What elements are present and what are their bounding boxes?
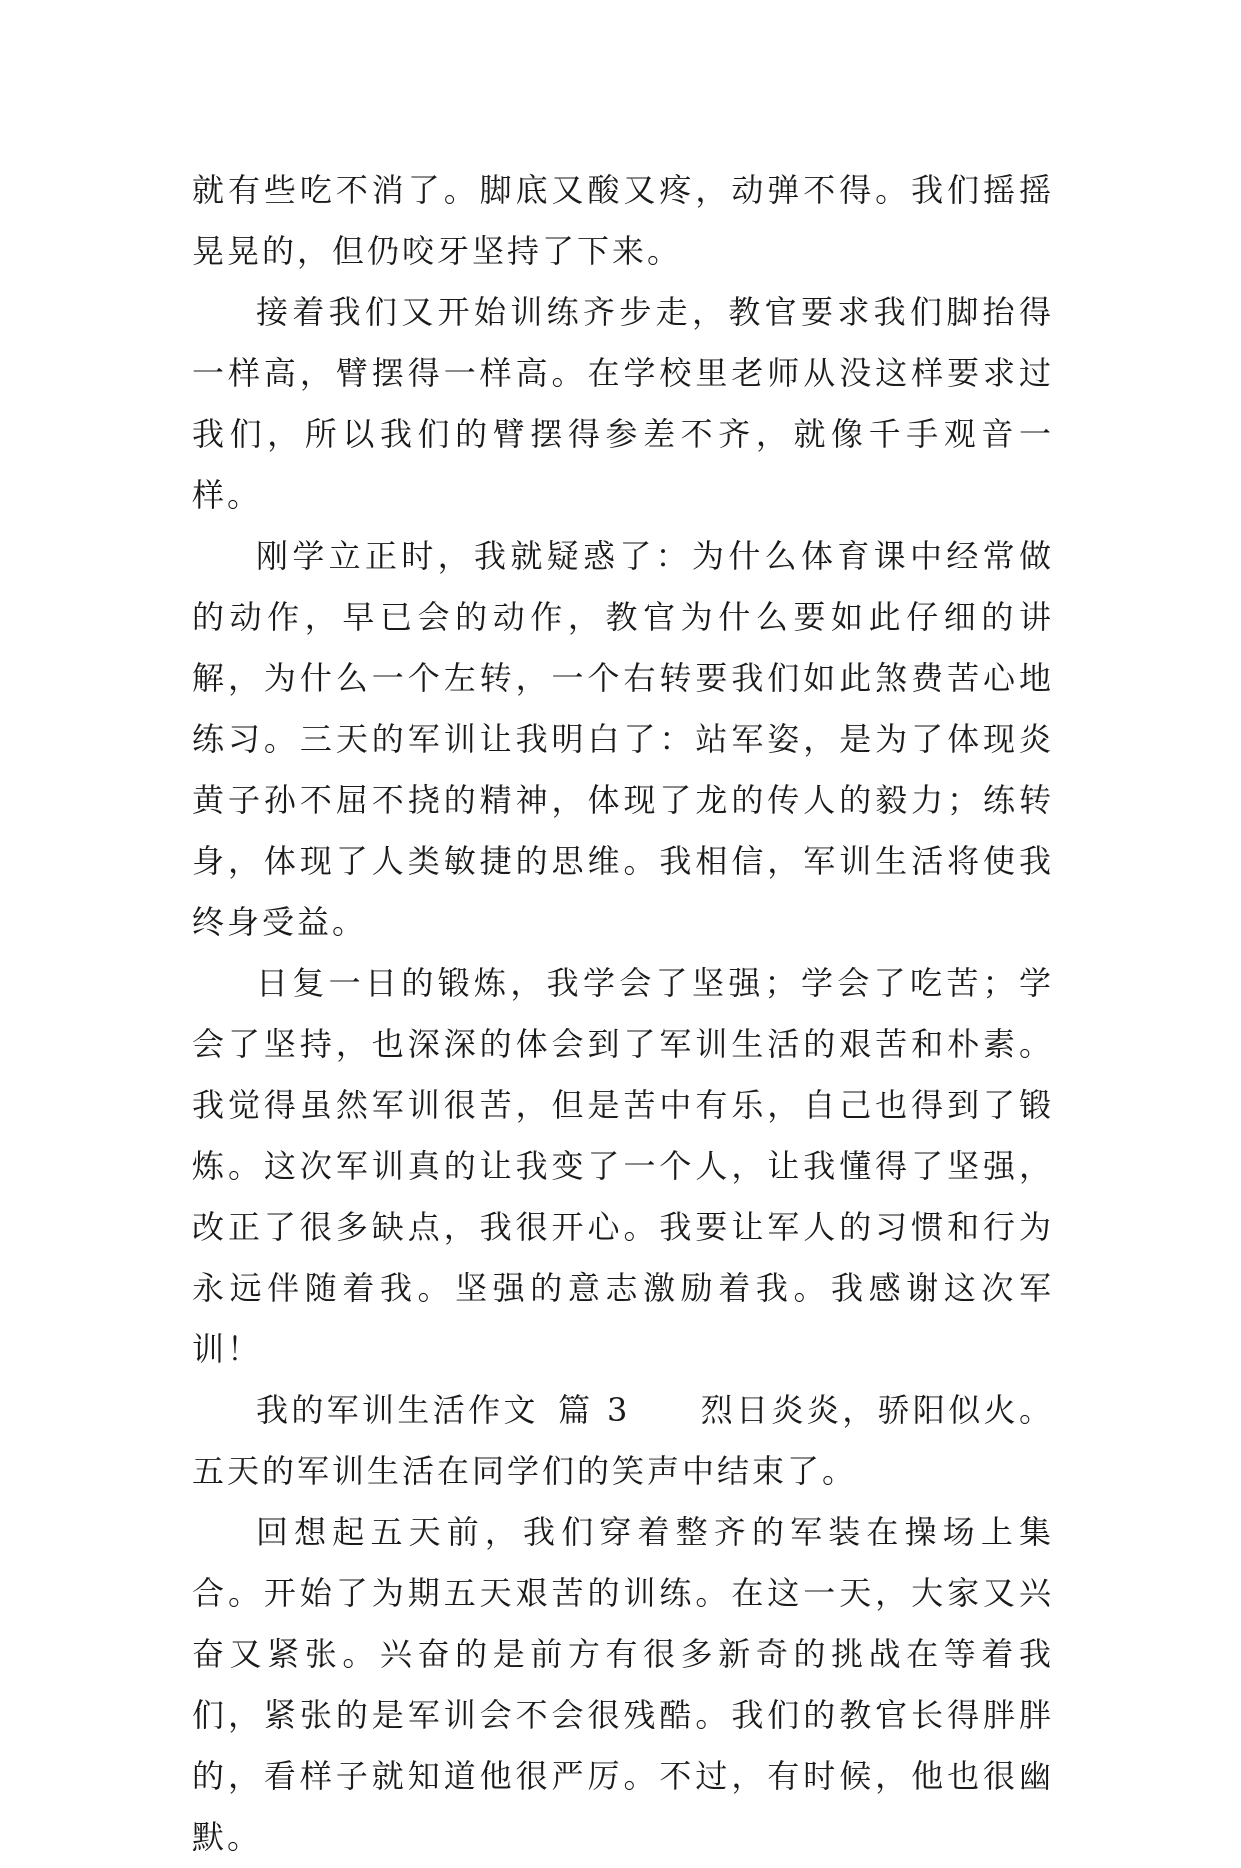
paragraph-2: 接着我们又开始训练齐步走，教官要求我们脚抬得一样高，臂摆得一样高。在学校里老师从没这样要求过我们，所以我们的臂摆得参差不齐，就像千手观音一样。 xyxy=(192,293,1054,514)
section-heading-paragraph xyxy=(192,1380,1054,1502)
document-body xyxy=(192,160,1054,1868)
paragraph-3: 刚学立正时，我就疑惑了：为什么体育课中经常做的动作，早已会的动作，教官为什么要如此仔细的讲解，为什么一个左转，一个右转要我们如此煞费苦心地练习。三天的军训让我明白了：站军姿，是为了体现炎黄子孙不屈不挠的精神，体现了龙的传人的毅力；练转身，体现了人类敏捷的思维。我相信，军训生活将使我终身受益。 xyxy=(192,537,1054,941)
section-number: 篇 3 xyxy=(557,1391,631,1429)
paragraph-1: 就有些吃不消了。脚底又酸又疼，动弹不得。我们摇摇晃晃的，但仍咬牙坚持了下来。 xyxy=(192,171,1054,270)
paragraph-4: 日复一日的锻炼，我学会了坚强；学会了吃苦；学会了坚持，也深深的体会到了军训生活的艰苦和朴素。我觉得虽然军训很苦，但是苦中有乐，自己也得到了锻炼。这次军训真的让我变了一个人，让我懂得了坚强，改正了很多缺点，我很开心。我要让军人的习惯和行为永远伴随着我。坚强的意志激励着我。我感谢这次军训！ xyxy=(192,964,1054,1368)
section-opening-text: 烈日炎炎，骄阳似火。五天的军训生活在同学们的笑声中结束了。 xyxy=(192,1391,1054,1490)
section-title: 我的军训生活作文 xyxy=(256,1391,539,1429)
paragraph-5: 回想起五天前，我们穿着整齐的军装在操场上集合。开始了为期五天艰苦的训练。在这一天，大家又兴奋又紧张。兴奋的是前方有很多新奇的挑战在等着我们，紧张的是军训会不会很残酷。我们的教官长得胖胖的，看样子就知道他很严厉。不过，有时候，他也很幽默。 xyxy=(192,1513,1054,1856)
